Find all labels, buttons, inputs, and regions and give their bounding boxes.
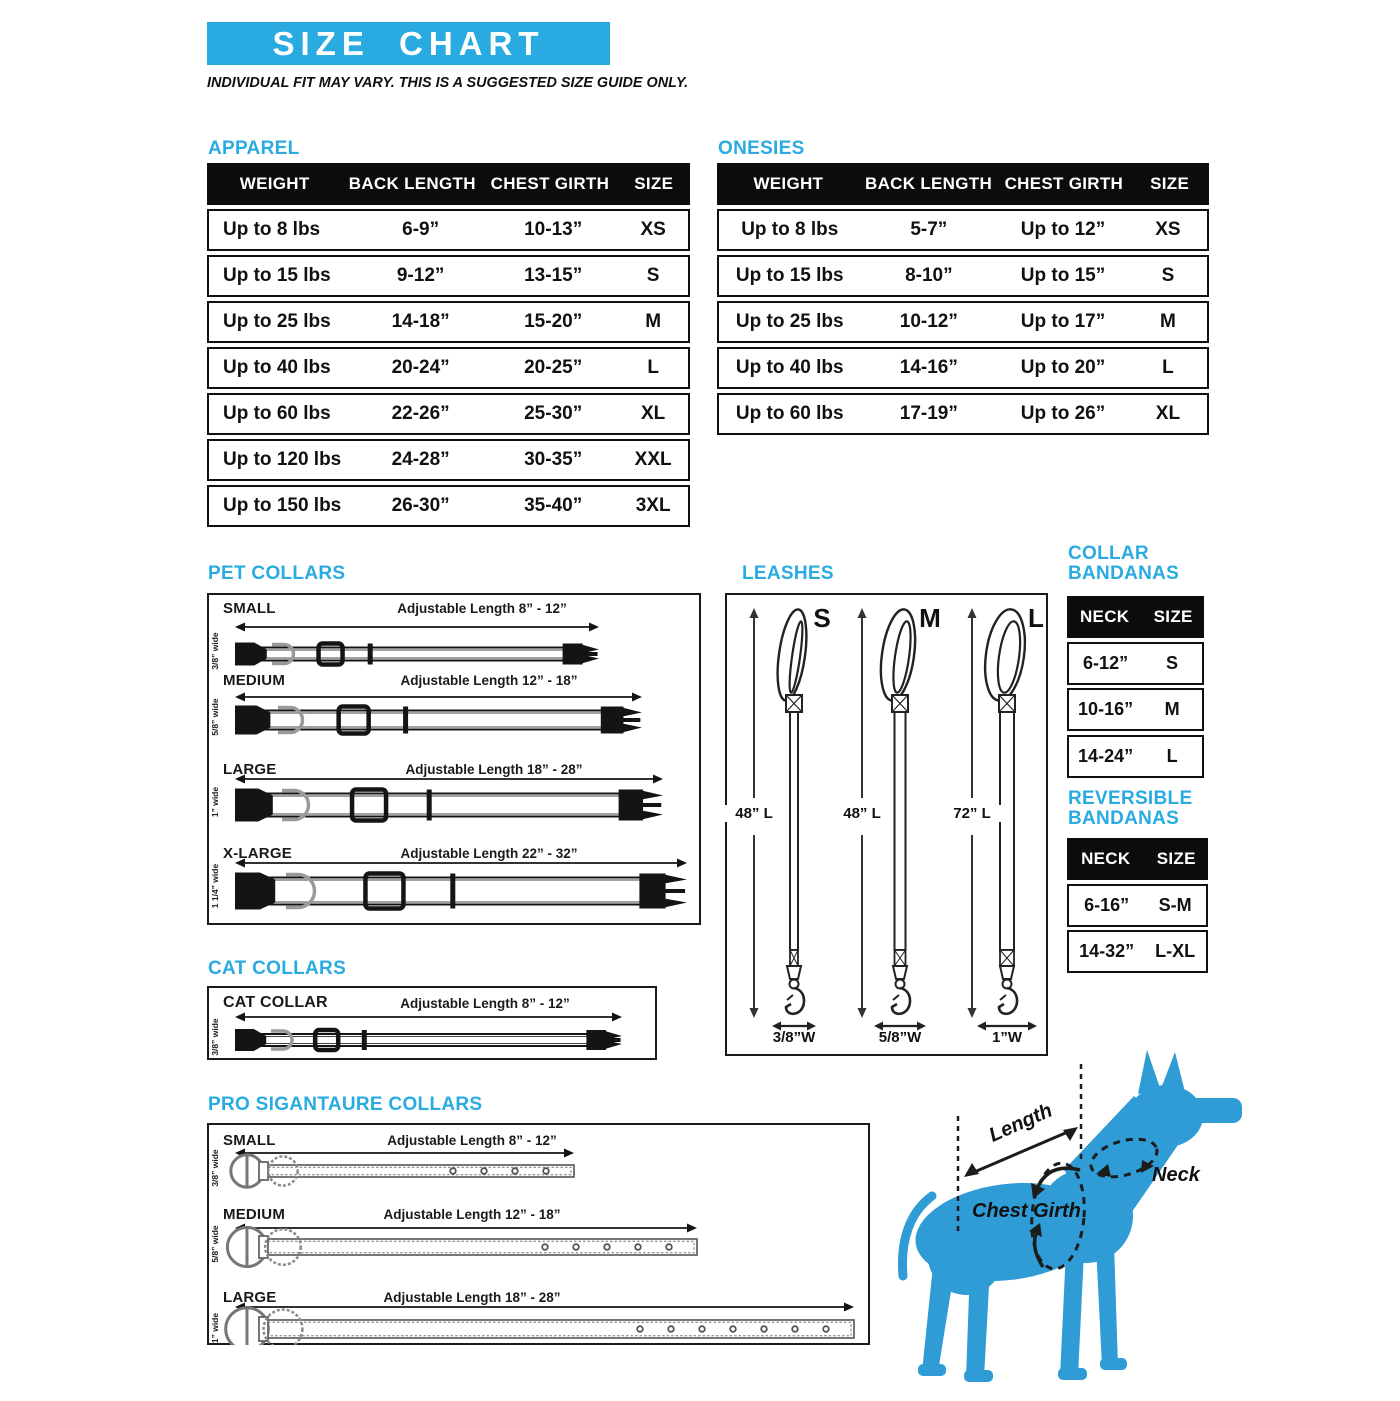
onesies-heading: ONESIES [718,138,805,159]
table-cell: 10-16” [1078,699,1134,719]
table-row [717,301,1209,343]
table-cell: S [1166,652,1179,673]
leashes-diagram [727,595,1046,1054]
table-cell: Up to 26” [1020,403,1106,424]
column-header: BACK LENGTH [865,174,993,193]
table-cell: Up to 15” [1020,265,1106,286]
collar-length-label: Adjustable Length 12” - 18” [383,1207,561,1222]
table-cell: S [646,265,660,286]
table-cell: S [1161,265,1175,286]
table-cell: 6-12” [1083,652,1129,673]
collar-width-label: 5/8” wide [210,698,220,736]
table-cell: Up to 25 lbs [735,311,844,332]
collar-size-label: MEDIUM [223,1206,286,1223]
table-header [1067,838,1208,880]
leash-size-label: S [813,603,831,633]
leash-width-label: 5/8”W [878,1029,922,1046]
collar-bandanas-heading [1068,544,1179,584]
table-row [717,209,1209,251]
pet-collars-box [207,593,701,925]
table-row [207,439,690,481]
table-cell: M [1164,699,1180,719]
table-cell: 25-30” [524,403,583,424]
reversible-bandanas-heading-line1: REVERSIBLE [1068,788,1193,809]
pro-collar-small-diagram [209,1127,868,1203]
table-cell: L-XL [1155,941,1196,961]
pro-collar-row-small [209,1127,868,1203]
table-cell: 22-26” [391,403,450,424]
collar-width-label: 1 1/4” wide [210,863,220,909]
pet-collar-row-medium [209,669,699,755]
table-cell: Up to 60 lbs [735,403,844,424]
leash-size-label: M [919,603,941,633]
pet-collar-row-xlarge [209,841,699,925]
table-header [1067,596,1204,638]
cat-collars-heading: CAT COLLARS [208,958,347,979]
page-subtitle: INDIVIDUAL FIT MAY VARY. THIS IS A SUGGESTED SIZE GUIDE ONLY. [207,74,689,91]
collar-length-label: Adjustable Length 18” - 28” [405,762,583,777]
table-row [207,393,690,435]
dog-neck-label: Neck [1152,1164,1200,1186]
table-cell: 14-24” [1078,745,1134,766]
table-cell: XXL [634,449,672,470]
table-row [207,301,690,343]
table-header [207,163,690,205]
collar-bandanas-heading-line1: COLLAR [1068,543,1149,564]
collar-size-label: CAT COLLAR [223,994,328,1011]
table-cell: XS [1155,219,1181,240]
pro-collars-heading: PRO SIGANTAURE COLLARS [208,1094,483,1115]
table-row [717,393,1209,435]
collar-width-label: 3/8” wide [210,1018,220,1056]
table-cell: XL [1155,403,1181,424]
table-cell: 20-24” [391,357,450,378]
column-header: SIZE [634,174,674,193]
column-header: SIZE [1156,849,1196,868]
table-cell: Up to 8 lbs [741,219,839,240]
collar-length-label: Adjustable Length 8” - 12” [397,601,567,616]
pet-collar-medium-diagram [209,669,699,755]
column-header: BACK LENGTH [348,174,476,193]
table-row [717,255,1209,297]
column-header: WEIGHT [753,174,824,193]
onesies-table [717,163,1209,435]
table-cell: 14-16” [899,357,958,378]
collar-length-label: Adjustable Length 22” - 32” [400,846,578,861]
collar-size-label: X-LARGE [223,845,292,862]
reversible-bandanas-table [1067,838,1208,973]
table-cell: Up to 20” [1020,357,1106,378]
table-row [1067,735,1204,778]
pet-collar-xlarge-diagram [209,841,699,925]
leash-size-label: L [1028,603,1044,633]
table-row [1067,930,1208,973]
collar-length-label: Adjustable Length 8” - 12” [400,996,570,1011]
table-cell: 14-18” [391,311,450,332]
pro-collar-large-diagram [209,1285,868,1345]
table-cell: 10-12” [899,311,958,332]
collar-size-label: SMALL [223,600,276,617]
page-title: SIZE CHART [272,24,545,62]
leash-width-label: 1”W [992,1029,1022,1046]
table-cell: Up to 25 lbs [223,311,331,332]
table-cell: Up to 40 lbs [223,357,331,378]
pet-collar-small-diagram [209,597,699,671]
leashes-heading: LEASHES [742,563,834,584]
table-cell: Up to 150 lbs [223,495,342,516]
table-row [207,485,690,527]
apparel-heading: APPAREL [208,138,300,159]
pet-collar-large-diagram [209,755,699,841]
collar-bandanas-table [1067,596,1204,778]
table-cell: XL [641,403,666,424]
table-row [207,255,690,297]
table-row [717,347,1209,389]
table-cell: Up to 15 lbs [735,265,844,286]
column-header: CHEST GIRTH [490,174,610,193]
table-cell: 8-10” [905,265,953,286]
table-cell: Up to 17” [1020,311,1106,332]
collar-length-label: Adjustable Length 8” - 12” [387,1133,557,1148]
collar-width-label: 3/8” wide [210,632,220,670]
pro-collar-row-large [209,1285,868,1345]
column-header: SIZE [1153,607,1193,626]
table-cell: 9-12” [396,265,445,286]
table-cell: XS [640,219,666,240]
table-cell: L [647,357,659,378]
collar-length-label: Adjustable Length 12” - 18” [400,673,578,688]
pet-collar-row-small [209,597,699,671]
table-cell: M [1160,311,1176,332]
collar-width-label: 5/8” wide [210,1225,220,1263]
table-cell: M [645,311,662,332]
column-header: NECK [1081,849,1131,868]
column-header: NECK [1079,607,1130,626]
collar-width-label: 3/8” wide [210,1149,220,1187]
collar-size-label: LARGE [223,1289,277,1306]
column-header: WEIGHT [239,174,310,193]
table-row [1067,688,1204,731]
table-cell: 30-35” [524,449,583,470]
table-cell: S-M [1158,894,1192,915]
table-cell: Up to 8 lbs [223,219,321,240]
dog-length-label: Length [985,1099,1056,1147]
reversible-bandanas-heading-line2: BANDANAS [1068,808,1180,829]
table-cell: 15-20” [524,311,583,332]
reversible-bandanas-heading [1068,789,1192,829]
apparel-table [207,163,690,527]
table-cell: 6-9” [402,219,440,240]
collar-width-label: 1” wide [210,786,220,818]
table-cell: 3XL [635,495,671,516]
cat-collar-row [209,990,655,1060]
leash-length-label: 72” L [942,805,1002,822]
column-header: CHEST GIRTH [1004,174,1124,193]
table-cell: Up to 40 lbs [735,357,844,378]
table-row [207,209,690,251]
pet-collar-row-large [209,755,699,841]
leash-length-label: 48” L [832,805,892,822]
table-row [207,347,690,389]
collar-size-label: SMALL [223,1132,276,1149]
table-cell: Up to 120 lbs [223,449,342,470]
collar-size-label: LARGE [223,761,277,778]
column-header: SIZE [1150,174,1190,193]
table-cell: 5-7” [910,219,948,240]
dog-chest-girth-label: Chest Girth [972,1200,1081,1222]
table-cell: 20-25” [524,357,583,378]
table-cell: 35-40” [524,495,583,516]
leashes-box [725,593,1048,1056]
table-cell: L [1166,745,1178,766]
table-row [1067,642,1204,685]
pro-collar-row-medium [209,1203,868,1285]
table-cell: Up to 15 lbs [223,265,331,286]
collar-size-label: MEDIUM [223,672,286,689]
table-cell: 24-28” [391,449,450,470]
pro-collar-medium-diagram [209,1203,868,1285]
table-cell: Up to 12” [1020,219,1106,240]
table-header [717,163,1209,205]
collar-width-label: 1” wide [210,1312,220,1344]
leash-width-label: 3/8”W [772,1029,816,1046]
table-cell: 14-32” [1079,941,1135,961]
table-cell: L [1162,357,1174,378]
leash-length-label: 48” L [724,805,784,822]
table-cell: 13-15” [524,265,583,286]
table-cell: 10-13” [524,219,583,240]
title-banner [207,22,610,65]
cat-collars-box [207,986,657,1060]
table-cell: 26-30” [391,495,450,516]
collar-length-label: Adjustable Length 18” - 28” [383,1290,561,1305]
pro-collars-box [207,1123,870,1345]
table-cell: Up to 60 lbs [223,403,331,424]
table-row [1067,884,1208,927]
table-cell: 17-19” [899,403,958,424]
pet-collars-heading: PET COLLARS [208,563,346,584]
table-cell: 6-16” [1084,894,1130,915]
collar-bandanas-heading-line2: BANDANAS [1068,563,1180,584]
cat-collar-diagram [209,990,655,1060]
